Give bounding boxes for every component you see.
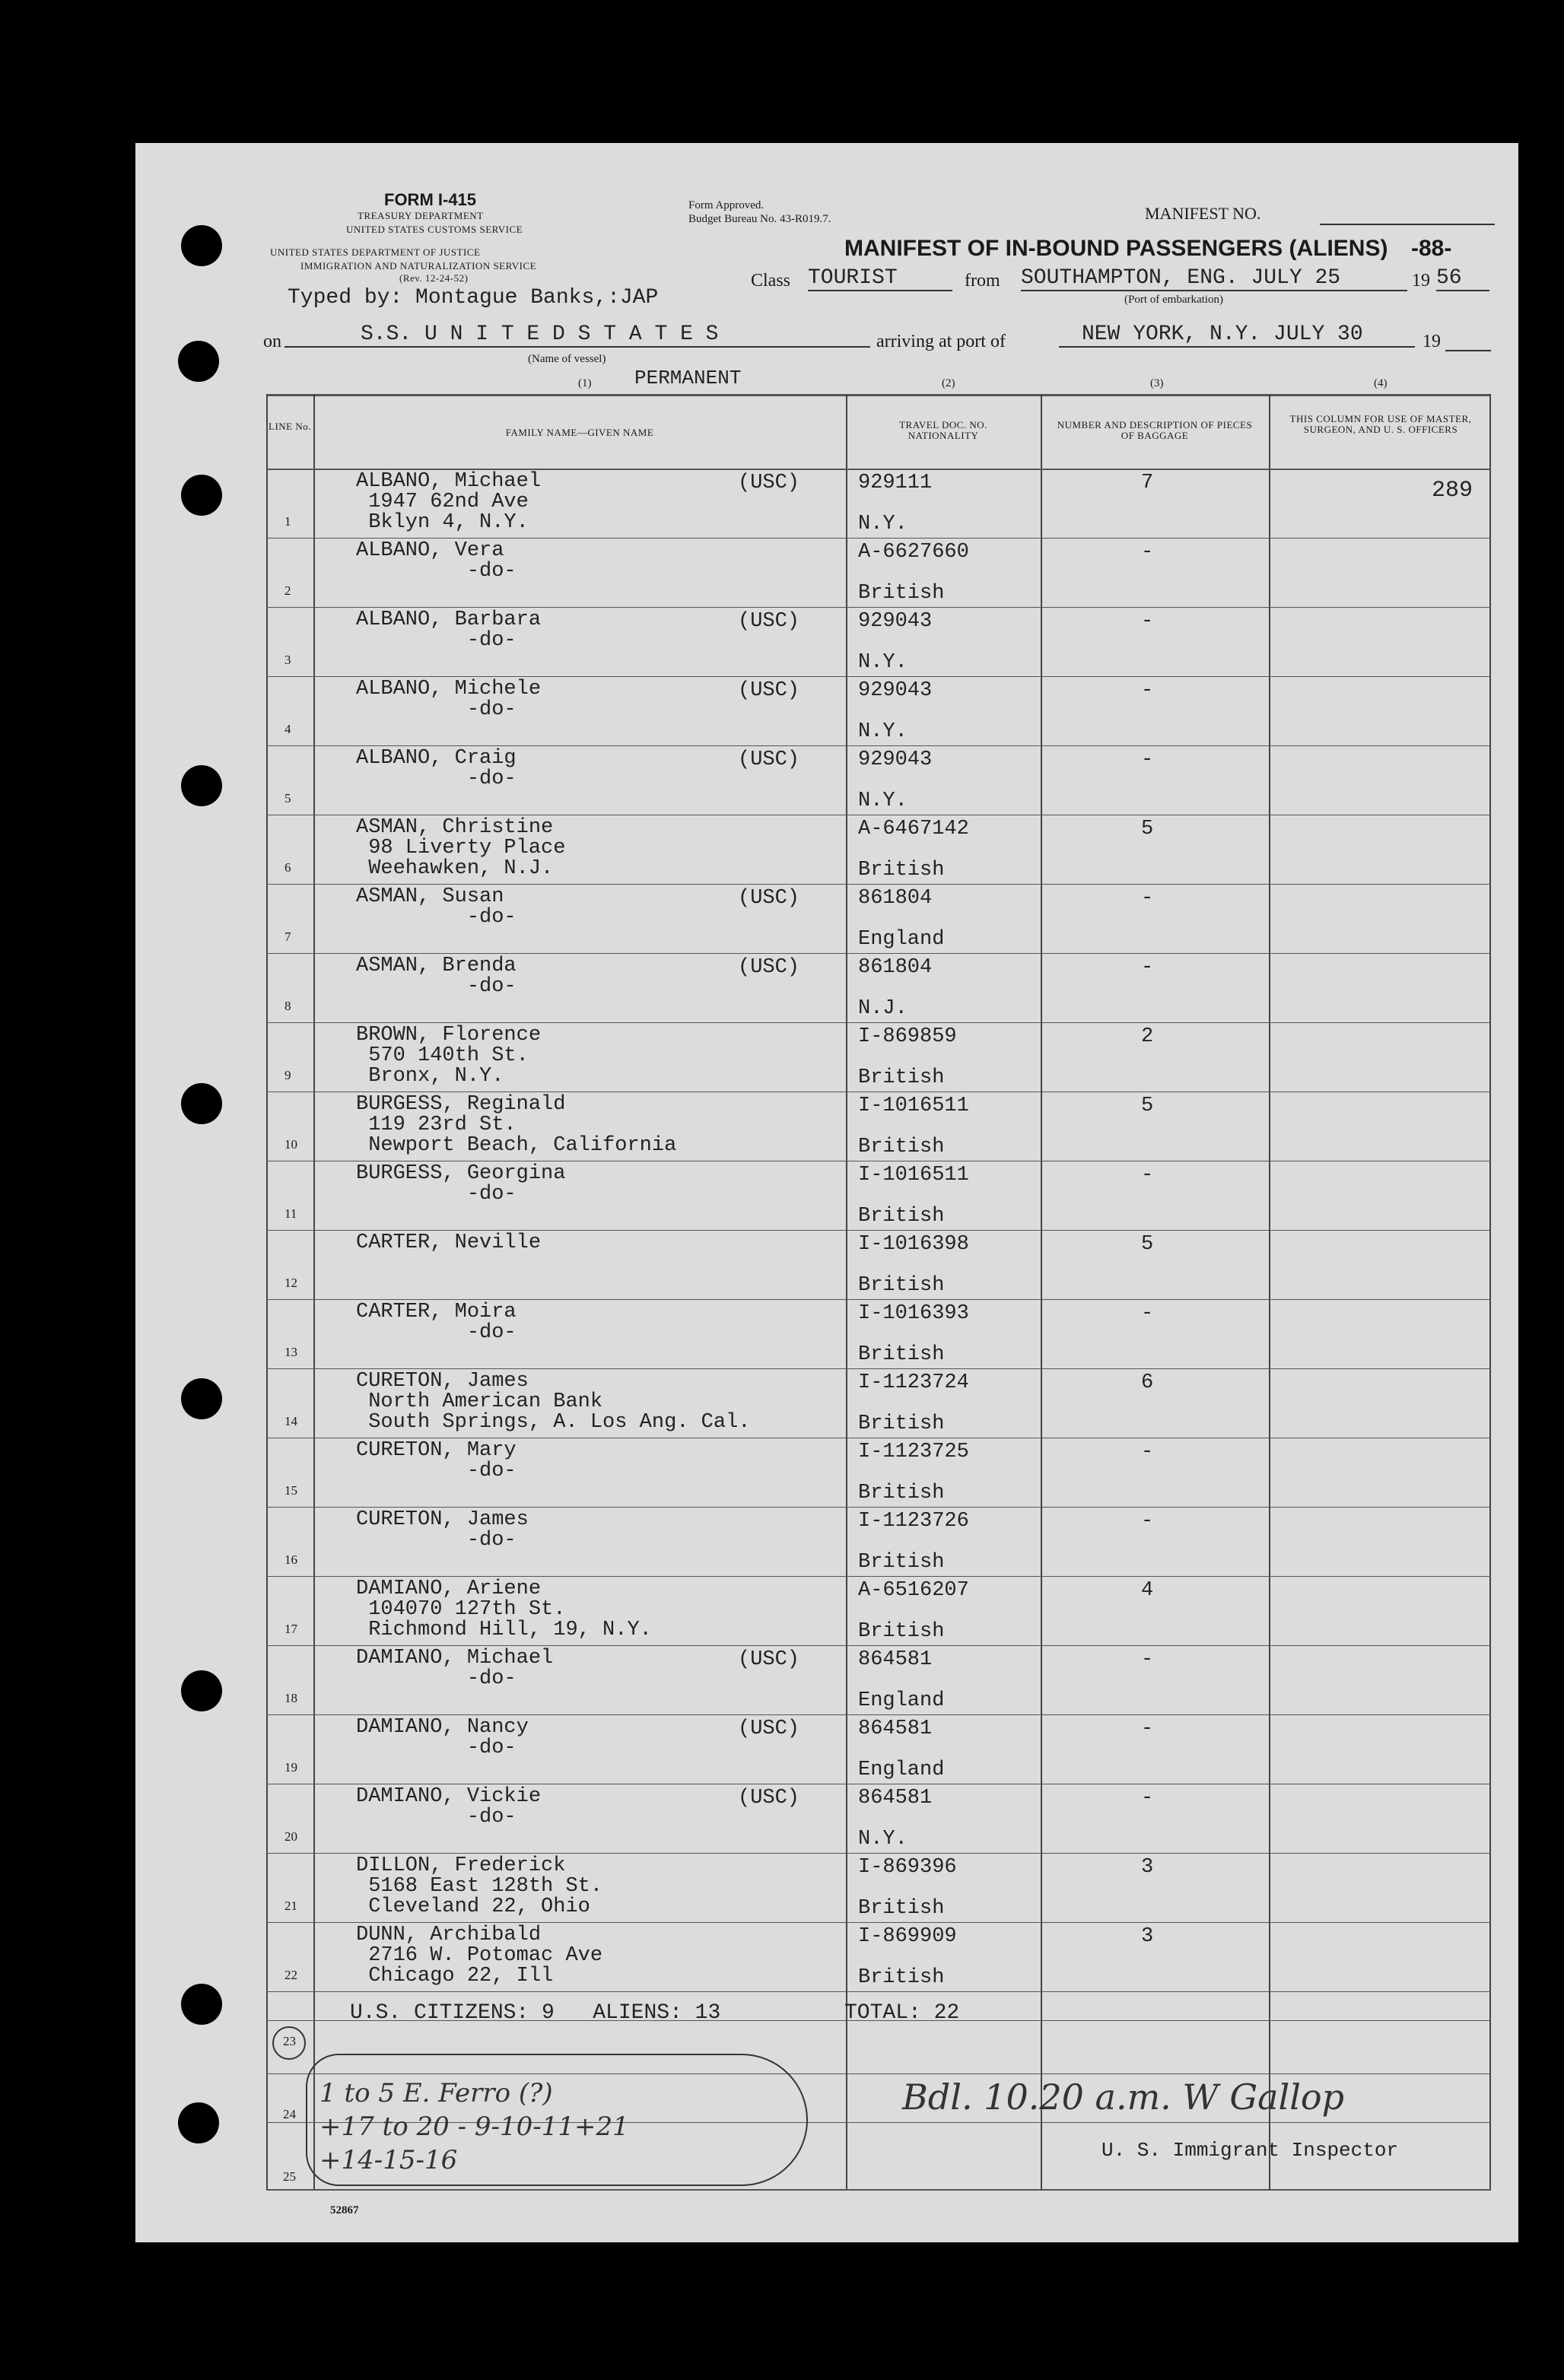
form-number: FORM I-415 [384, 190, 477, 209]
citizenship-badge: (USC) [738, 472, 800, 494]
baggage-count: 4 [1141, 1579, 1154, 1602]
line-number: 24 [283, 2107, 296, 2121]
travel-doc-number: 929043 [858, 679, 933, 702]
nationality: N.J. [858, 997, 908, 1020]
citizenship-badge: (USC) [738, 610, 800, 633]
travel-doc-number: 864581 [858, 1787, 933, 1810]
travel-doc-number: 929043 [858, 748, 933, 771]
table-bottom-rule [266, 2189, 1491, 2191]
nationality: N.Y. [858, 790, 908, 812]
form-approved: Form Approved. [688, 199, 765, 211]
line-number: 11 [285, 1206, 297, 1221]
punch-hole [181, 1378, 222, 1419]
citizenship-badge: (USC) [738, 1648, 800, 1671]
travel-doc-number: 864581 [858, 1717, 933, 1740]
baggage-count: - [1141, 956, 1154, 979]
baggage-count: 5 [1141, 818, 1154, 840]
nationality: British [858, 859, 945, 882]
form-revision: (Rev. 12-24-52) [399, 272, 469, 284]
travel-doc-number: A-6627660 [858, 541, 969, 564]
nationality: British [858, 1897, 945, 1920]
travel-doc-number: I-869909 [858, 1925, 957, 1948]
col-header-travel-doc: TRAVEL DOC. NO. NATIONALITY [899, 419, 987, 441]
passenger-name: CARTER, Moira -do- [356, 1301, 517, 1344]
travel-doc-number: A-6516207 [858, 1579, 969, 1602]
passenger-name: BURGESS, Reginald 119 23rd St. Newport Beach, California [356, 1093, 677, 1157]
baggage-count: - [1141, 887, 1154, 910]
table-row [266, 1853, 1491, 1922]
punch-hole [178, 341, 219, 382]
passenger-name: DAMIANO, Vickie -do- [356, 1785, 542, 1829]
table-row [266, 815, 1491, 884]
passenger-name: CURETON, Mary -do- [356, 1439, 517, 1482]
line-number: 7 [285, 929, 291, 944]
passenger-name: CURETON, James -do- [356, 1508, 529, 1552]
line-number: 19 [285, 1760, 297, 1775]
line-number: 13 [285, 1345, 297, 1359]
travel-doc-number: I-1016393 [858, 1302, 969, 1325]
line-number: 21 [285, 1899, 297, 1913]
table-top-rule [266, 394, 1491, 396]
table-row [266, 1507, 1491, 1576]
line-number: 25 [283, 2169, 296, 2184]
travel-doc-number: I-1123724 [858, 1371, 969, 1394]
passenger-name: DUNN, Archibald 2716 W. Potomac Ave Chicago 22, Ill [356, 1924, 603, 1988]
passenger-name: DILLON, Frederick 5168 East 128th St. Cleveland 22, Ohio [356, 1854, 603, 1918]
table-row [266, 1161, 1491, 1230]
baggage-count: - [1141, 1717, 1154, 1740]
nationality: British [858, 1551, 945, 1574]
table-row [266, 1091, 1491, 1161]
travel-doc-number: 929111 [858, 472, 933, 494]
nationality: England [858, 928, 945, 951]
arrival-port: NEW YORK, N.Y. JULY 30 [1059, 323, 1415, 348]
line-number: 9 [285, 1068, 291, 1082]
baggage-count: - [1141, 1164, 1154, 1187]
port-embarkation: SOUTHAMPTON, ENG. JULY 25 [1021, 266, 1407, 291]
passenger-name: ASMAN, Christine 98 Liverty Place Weehawken, N.J. [356, 816, 566, 880]
form-code: 52867 [330, 2204, 359, 2216]
passenger-name: ASMAN, Brenda -do- [356, 955, 517, 998]
citizenship-badge: (USC) [738, 887, 800, 910]
nationality: British [858, 1136, 945, 1158]
table-row [266, 884, 1491, 953]
table-row [266, 1576, 1491, 1645]
nationality: N.Y. [858, 513, 908, 535]
line-number: 23 [283, 2034, 296, 2048]
baggage-count: - [1141, 1648, 1154, 1671]
page-title: MANIFEST OF IN-BOUND PASSENGERS (ALIENS) [844, 236, 1388, 261]
passenger-name: ALBANO, Barbara -do- [356, 609, 542, 652]
baggage-count: - [1141, 1787, 1154, 1810]
arrival-year: 19 [1423, 332, 1441, 351]
line-number: 4 [285, 722, 291, 736]
handwritten-line-tally: 1 to 5 E. Ferro (?) +17 to 20 - 9-10-11+21 +14-15-16 [319, 2078, 629, 2175]
line-number: 16 [285, 1552, 297, 1567]
line-number: 18 [285, 1691, 297, 1705]
line-number: 14 [285, 1414, 297, 1428]
line-number: 17 [285, 1622, 297, 1636]
passenger-name: DAMIANO, Nancy -do- [356, 1716, 529, 1759]
line-number: 8 [285, 999, 291, 1013]
passenger-name: ALBANO, Michele -do- [356, 678, 542, 721]
manifest-number: -88- [1411, 236, 1452, 261]
line-number: 5 [285, 791, 291, 806]
baggage-count: 3 [1141, 1925, 1154, 1948]
line-number: 6 [285, 860, 291, 875]
permanent-label: PERMANENT [634, 367, 742, 389]
nationality: N.Y. [858, 1828, 908, 1851]
passenger-name: BROWN, Florence 570 140th St. Bronx, N.Y. [356, 1024, 542, 1088]
nationality: British [858, 1274, 945, 1297]
nationality: British [858, 1066, 945, 1089]
passenger-name: DAMIANO, Michael -do- [356, 1647, 554, 1690]
col1-number: (1) [578, 377, 592, 389]
vessel-name: S.S. U N I T E D S T A T E S [285, 323, 870, 348]
typed-by: Typed by: Montague Banks,:JAP [288, 286, 659, 310]
line-number: 20 [285, 1829, 297, 1844]
nationality: British [858, 1412, 945, 1435]
travel-doc-number: I-1016511 [858, 1164, 969, 1187]
passenger-name: CARTER, Neville [356, 1231, 542, 1254]
citizens-aliens-count: U.S. CITIZENS: 9 ALIENS: 13 [350, 2001, 721, 2025]
dept-customs: UNITED STATES CUSTOMS SERVICE [346, 224, 523, 235]
nationality: England [858, 1689, 945, 1712]
on-label: on [263, 332, 281, 351]
travel-doc-number: 861804 [858, 887, 933, 910]
baggage-count: - [1141, 610, 1154, 633]
nationality: N.Y. [858, 720, 908, 743]
table-row [266, 1645, 1491, 1714]
col-header-name: FAMILY NAME—GIVEN NAME [505, 427, 654, 438]
arrival-year-line [1445, 350, 1491, 351]
col3-number: (3) [1150, 377, 1164, 389]
table-row [266, 1922, 1491, 1991]
travel-doc-number: A-6467142 [858, 818, 969, 840]
dept-ins: IMMIGRATION AND NATURALIZATION SERVICE [300, 260, 537, 272]
line-number: 12 [285, 1276, 297, 1290]
table-row [266, 538, 1491, 607]
citizenship-badge: (USC) [738, 956, 800, 979]
passenger-name: ALBANO, Craig -do- [356, 747, 517, 790]
table-row [266, 1368, 1491, 1438]
row-rule [266, 1991, 1491, 1992]
nationality: N.Y. [858, 651, 908, 674]
line-number: 22 [285, 1968, 297, 1982]
col-header-baggage: NUMBER AND DESCRIPTION OF PIECES OF BAGGAGE [1057, 419, 1253, 441]
budget-bureau: Budget Bureau No. 43-R019.7. [688, 213, 831, 225]
manifest-no-label: MANIFEST NO. [1145, 204, 1261, 223]
officer-note: 289 [1432, 478, 1473, 504]
punch-hole [181, 1083, 222, 1124]
table-row [266, 1784, 1491, 1853]
punch-hole [181, 1984, 222, 2025]
baggage-count: - [1141, 1510, 1154, 1533]
baggage-count: - [1141, 748, 1154, 771]
punch-hole [181, 765, 222, 806]
col-header-line-no: LINE No. [269, 421, 311, 432]
citizenship-badge: (USC) [738, 1787, 800, 1810]
baggage-count: 3 [1141, 1856, 1154, 1879]
punch-hole [181, 225, 222, 266]
table-row [266, 1714, 1491, 1784]
travel-doc-number: I-869859 [858, 1025, 957, 1048]
citizenship-badge: (USC) [738, 1717, 800, 1740]
table-row [266, 676, 1491, 745]
dept-treasury: TREASURY DEPARTMENT [358, 210, 484, 221]
table-row [266, 1022, 1491, 1091]
table-row [266, 953, 1491, 1022]
baggage-count: 7 [1141, 472, 1154, 494]
nationality: England [858, 1759, 945, 1781]
travel-doc-number: I-869396 [858, 1856, 957, 1879]
baggage-count: 5 [1141, 1095, 1154, 1117]
passenger-name: DAMIANO, Ariene 104070 127th St. Richmond Hill, 19, N.Y. [356, 1578, 652, 1641]
citizenship-badge: (USC) [738, 679, 800, 702]
year-value: 56 [1436, 266, 1489, 291]
class-label: Class [751, 271, 791, 291]
passenger-name: ASMAN, Susan -do- [356, 885, 517, 929]
table-row [266, 607, 1491, 676]
col4-number: (4) [1374, 377, 1388, 389]
citizenship-badge: (USC) [738, 748, 800, 771]
punch-hole [181, 1670, 222, 1711]
nationality: British [858, 1205, 945, 1228]
port-embark-caption: (Port of embarkation) [1124, 294, 1223, 306]
nationality: British [858, 582, 945, 605]
punch-hole [178, 2102, 219, 2143]
nationality: British [858, 1966, 945, 1989]
line-number: 15 [285, 1483, 297, 1498]
dept-justice: UNITED STATES DEPARTMENT OF JUSTICE [270, 246, 481, 258]
travel-doc-number: 861804 [858, 956, 933, 979]
line-number: 3 [285, 653, 291, 667]
travel-doc-number: 929043 [858, 610, 933, 633]
nationality: British [858, 1482, 945, 1505]
arriving-label: arriving at port of [876, 332, 1006, 351]
table-row [266, 745, 1491, 815]
passenger-name: BURGESS, Georgina -do- [356, 1162, 566, 1206]
nationality: British [858, 1620, 945, 1643]
line-number: 10 [285, 1137, 297, 1152]
inspector-caption: U. S. Immigrant Inspector [1101, 2139, 1399, 2162]
col2-number: (2) [942, 377, 955, 389]
year-prefix: 19 [1412, 271, 1430, 291]
punch-hole [181, 475, 222, 516]
line-number: 2 [285, 583, 291, 598]
vessel-caption: (Name of vessel) [528, 353, 606, 365]
table-row [266, 469, 1491, 538]
line-number: 1 [285, 514, 291, 529]
baggage-count: - [1141, 541, 1154, 564]
handwritten-inspector-signature: Bdl. 10.20 a.m. W Gallop [902, 2077, 1345, 2118]
baggage-count: - [1141, 679, 1154, 702]
travel-doc-number: I-1123726 [858, 1510, 969, 1533]
baggage-count: 2 [1141, 1025, 1154, 1048]
travel-doc-number: 864581 [858, 1648, 933, 1671]
baggage-count: - [1141, 1302, 1154, 1325]
travel-doc-number: I-1123725 [858, 1441, 969, 1463]
travel-doc-number: I-1016511 [858, 1095, 969, 1117]
baggage-count: 6 [1141, 1371, 1154, 1394]
baggage-count: - [1141, 1441, 1154, 1463]
passenger-name: CURETON, James North American Bank South Springs, A. Los Ang. Cal. [356, 1370, 751, 1434]
class-value: TOURIST [808, 266, 952, 291]
table-row [266, 1438, 1491, 1507]
total-count: TOTAL: 22 [844, 2001, 960, 2025]
table-row [266, 1230, 1491, 1299]
manifest-no-line [1320, 224, 1495, 225]
travel-doc-number: I-1016398 [858, 1233, 969, 1256]
col-header-officers: THIS COLUMN FOR USE OF MASTER, SURGEON, AND U. S. OFFICERS [1289, 413, 1472, 435]
nationality: British [858, 1343, 945, 1366]
baggage-count: 5 [1141, 1233, 1154, 1256]
passenger-name: ALBANO, Vera -do- [356, 539, 517, 583]
from-label: from [965, 271, 1000, 291]
passenger-table [266, 394, 1491, 2189]
passenger-name: ALBANO, Michael 1947 62nd Ave Bklyn 4, N.Y. [356, 470, 542, 534]
table-row [266, 1299, 1491, 1368]
